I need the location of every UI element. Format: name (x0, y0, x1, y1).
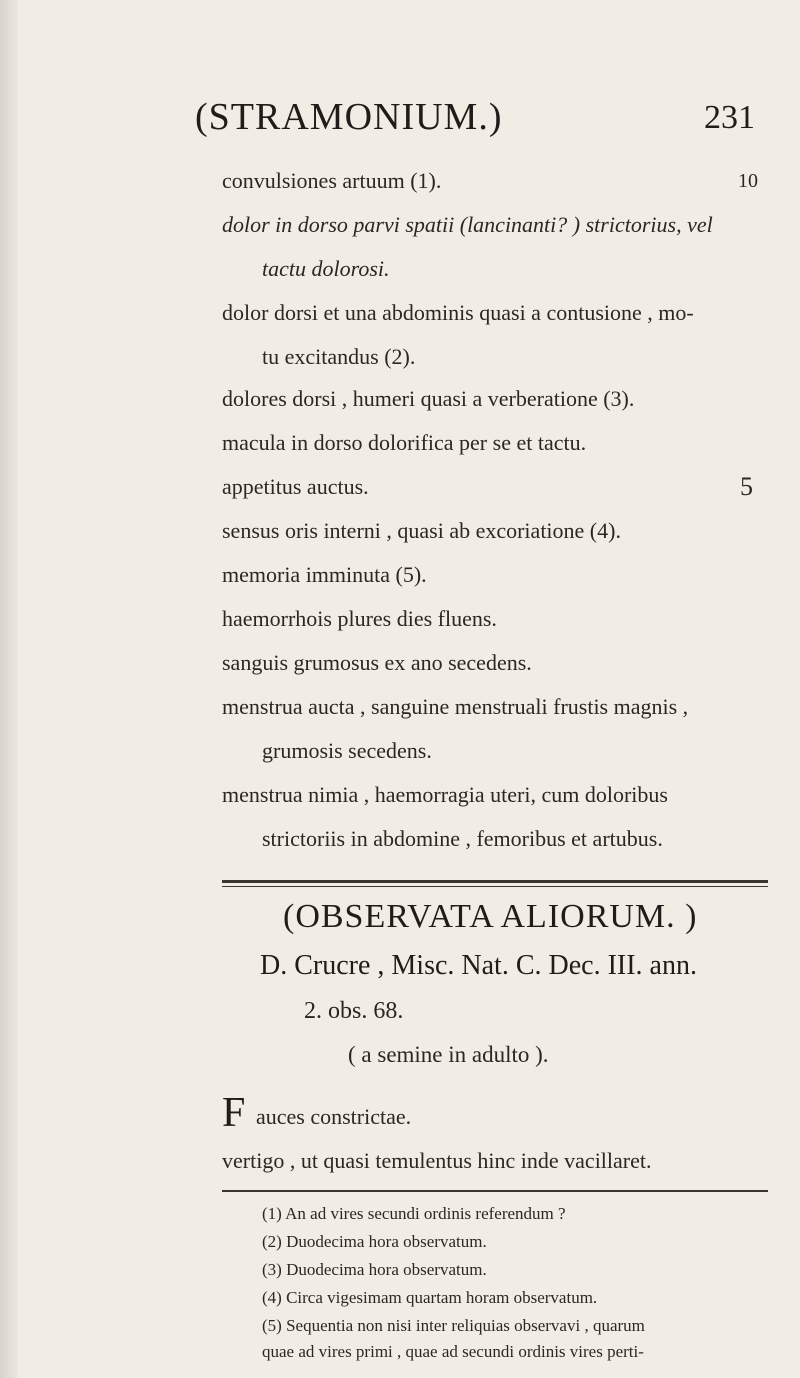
page-number: 231 (704, 99, 755, 136)
footnote-line: (2) Duodecima hora observatum. (262, 1232, 487, 1251)
symptom-line: macula in dorso dolorifica per se et tactu. (222, 430, 587, 455)
footnote-line: quae ad vires primi , quae ad secundi ordinis vires perti- (262, 1342, 644, 1361)
separator-rule (222, 880, 768, 883)
footnote-rule (222, 1190, 768, 1192)
footnote-line: (1) An ad vires secundi ordinis referendum ? (262, 1204, 566, 1223)
symptom-line: sanguis grumosus ex ano secedens. (222, 650, 532, 675)
symptom-line: dolores dorsi , humeri quasi a verberatione (3). (222, 386, 635, 411)
symptom-line: convulsiones artuum (1). (222, 168, 442, 193)
reference-line: 2. obs. 68. (304, 998, 404, 1024)
symptom-line: menstrua nimia , haemorragia uteri, cum doloribus (222, 782, 668, 807)
footnote-line: (3) Duodecima hora observatum. (262, 1260, 487, 1279)
observation-line: auces constrictae. (256, 1104, 412, 1129)
symptom-line: strictoriis in abdomine , femoribus et artubus. (262, 826, 663, 851)
symptom-line: sensus oris interni , quasi ab excoriatione (4). (222, 518, 621, 543)
symptom-line: tactu dolorosi. (262, 256, 390, 281)
running-head: (STRAMONIUM.) (195, 96, 503, 138)
drop-cap: F (222, 1090, 246, 1136)
reference-line: D. Crucre , Misc. Nat. C. Dec. III. ann. (260, 950, 697, 981)
symptom-line: appetitus auctus. (222, 474, 369, 499)
observation-line: vertigo , ut quasi temulentus hinc inde vacillaret. (222, 1148, 652, 1173)
symptom-line: dolor dorsi et una abdominis quasi a contusione , mo- (222, 300, 694, 325)
symptom-line: menstrua aucta , sanguine menstruali frustis magnis , (222, 694, 689, 719)
symptom-line: grumosis secedens. (262, 738, 432, 763)
footnote-line: (5) Sequentia non nisi inter reliquias observavi , quarum (262, 1316, 645, 1335)
margin-number: 10 (738, 170, 758, 192)
margin-number: 5 (740, 472, 753, 501)
separator-rule (222, 886, 768, 887)
symptom-line: tu excitandus (2). (262, 344, 416, 369)
symptom-line: haemorrhois plures dies fluens. (222, 606, 497, 631)
symptom-line: dolor in dorso parvi spatii (lancinanti? ) strictorius, vel (222, 212, 713, 237)
subtitle: ( a semine in adulto ). (348, 1042, 549, 1067)
symptom-line: memoria imminuta (5). (222, 562, 427, 587)
footnote-line: (4) Circa vigesimam quartam horam observatum. (262, 1288, 598, 1307)
section-title: (OBSERVATA ALIORUM. ) (283, 898, 698, 935)
